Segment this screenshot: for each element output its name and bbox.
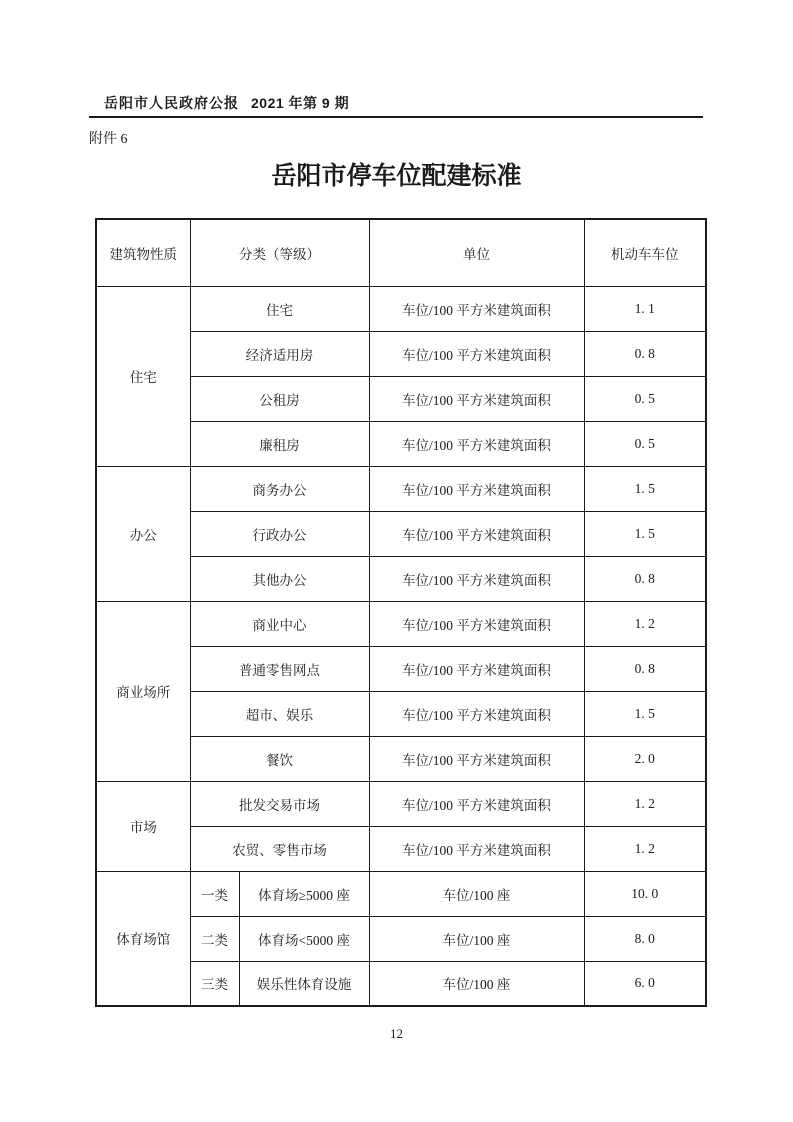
unit-cell: 车位/100 平方米建筑面积 [369,601,584,646]
class-cell: 经济适用房 [190,331,369,376]
class-cell: 体育场<5000 座 [239,916,369,961]
grade-cell: 一类 [190,871,239,916]
class-cell: 商业中心 [190,601,369,646]
value-cell: 0. 8 [584,556,706,601]
page-number: 12 [390,1026,403,1041]
unit-cell: 车位/100 平方米建筑面积 [369,691,584,736]
table-row [96,781,706,826]
value-cell: 1. 1 [584,286,706,331]
value-cell: 1. 5 [584,691,706,736]
value-cell: 0. 8 [584,646,706,691]
parking-standards-table [95,218,707,1007]
grade-cell: 三类 [190,961,239,1006]
page-title: 岳阳市停车位配建标准 [271,163,522,190]
class-cell: 批发交易市场 [190,781,369,826]
unit-cell: 车位/100 平方米建筑面积 [369,556,584,601]
category-cell-sports-venue: 体育场馆 [96,871,190,1006]
table-row [96,286,706,331]
category-cell-market: 市场 [96,781,190,871]
value-cell: 0. 5 [584,376,706,421]
gazette-issue: 2021 年第 9 期 [251,95,350,111]
gazette-title: 岳阳市人民政府公报 [104,95,239,111]
class-cell: 商务办公 [190,466,369,511]
unit-cell: 车位/100 平方米建筑面积 [369,781,584,826]
value-cell: 1. 2 [584,826,706,871]
column-header-unit: 单位 [369,219,584,286]
table-row [96,871,706,916]
class-cell: 行政办公 [190,511,369,556]
value-cell: 1. 2 [584,781,706,826]
column-header-building-type: 建筑物性质 [96,219,190,286]
unit-cell: 车位/100 平方米建筑面积 [369,826,584,871]
unit-cell: 车位/100 平方米建筑面积 [369,646,584,691]
unit-cell: 车位/100 座 [369,871,584,916]
unit-cell: 车位/100 平方米建筑面积 [369,376,584,421]
attachment-label: 附件 6 [89,132,128,147]
unit-cell: 车位/100 座 [369,961,584,1006]
category-cell-commercial: 商业场所 [96,601,190,781]
value-cell: 2. 0 [584,736,706,781]
value-cell: 1. 2 [584,601,706,646]
unit-cell: 车位/100 平方米建筑面积 [369,421,584,466]
class-cell: 其他办公 [190,556,369,601]
class-cell: 体育场≥5000 座 [239,871,369,916]
value-cell: 10. 0 [584,871,706,916]
class-cell: 超市、娱乐 [190,691,369,736]
value-cell: 0. 8 [584,331,706,376]
table-row [96,601,706,646]
unit-cell: 车位/100 平方米建筑面积 [369,736,584,781]
class-cell: 普通零售网点 [190,646,369,691]
value-cell: 1. 5 [584,511,706,556]
class-cell: 廉租房 [190,421,369,466]
class-cell: 公租房 [190,376,369,421]
column-header-motor-spaces: 机动车车位 [584,219,706,286]
unit-cell: 车位/100 座 [369,916,584,961]
class-cell: 住宅 [190,286,369,331]
value-cell: 1. 5 [584,466,706,511]
gazette-header [104,95,349,111]
category-cell-office: 办公 [96,466,190,601]
class-cell: 餐饮 [190,736,369,781]
header-divider [89,116,703,118]
grade-cell: 二类 [190,916,239,961]
class-cell: 娱乐性体育设施 [239,961,369,1006]
unit-cell: 车位/100 平方米建筑面积 [369,286,584,331]
category-cell-residential: 住宅 [96,286,190,466]
value-cell: 0. 5 [584,421,706,466]
value-cell: 8. 0 [584,916,706,961]
unit-cell: 车位/100 平方米建筑面积 [369,511,584,556]
unit-cell: 车位/100 平方米建筑面积 [369,466,584,511]
table-row [96,466,706,511]
column-header-classification: 分类（等级） [190,219,369,286]
value-cell: 6. 0 [584,961,706,1006]
unit-cell: 车位/100 平方米建筑面积 [369,331,584,376]
class-cell: 农贸、零售市场 [190,826,369,871]
table-header-row [96,219,706,286]
